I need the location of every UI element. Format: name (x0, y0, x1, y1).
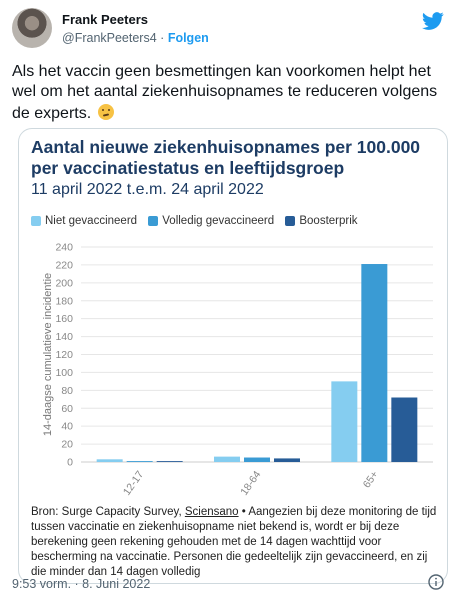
bar (97, 459, 123, 462)
source-prefix: Bron: Surge Capacity Survey, (31, 506, 185, 518)
tweet-body: Als het vaccin geen besmettingen kan voorkomen helpt het wel om het aantal ziekenhuisopnames te reduceren volgens de experts. (12, 63, 438, 122)
x-tick-label: 12-17 (120, 468, 147, 498)
tweet-text (12, 62, 444, 124)
bar (244, 458, 270, 462)
y-tick-label: 240 (55, 241, 73, 254)
avatar[interactable] (12, 8, 52, 48)
separator-dot: · (160, 31, 165, 45)
y-axis-label: 14-daagse cumulatieve incidentie (42, 272, 54, 437)
chart-subtitle: 11 april 2022 t.e.m. 24 april 2022 (31, 181, 264, 198)
legend-swatch (285, 216, 295, 226)
x-tick-label: 18-64 (238, 468, 264, 498)
author-handle[interactable]: @FrankPeeters4 (62, 31, 157, 45)
y-tick-label: 20 (61, 438, 73, 451)
chart-legend (31, 215, 366, 229)
y-tick-label: 60 (61, 402, 73, 415)
chart-image[interactable] (18, 128, 448, 584)
y-tick-label: 80 (61, 384, 73, 397)
source-text: • Aangezien bij deze monitoring de tijd tussen vaccinatie en ziekenhuisopname niet bekend is, wordt er bij deze berekening geen rekening gehouden met de 14 dagen wachttijd voor bescherming na vaccinatie. Personen die gedeeltelijk zijn gevaccineerd, en zij die minder dan 14 dagen volledig (31, 506, 437, 578)
legend-item-booster (285, 215, 357, 227)
legend-item-volledig (148, 215, 274, 227)
y-tick-label: 180 (55, 295, 73, 308)
y-tick-label: 120 (55, 349, 73, 361)
follow-button[interactable]: Folgen (167, 31, 209, 45)
y-tick-label: 40 (61, 420, 73, 433)
y-tick-label: 160 (55, 313, 73, 326)
bar-chart (19, 237, 448, 505)
legend-item-niet (31, 215, 137, 227)
x-tick-label: 65+ (360, 468, 381, 491)
legend-label: Volledig gevaccineerd (162, 215, 275, 227)
bar (127, 461, 153, 462)
bar (331, 381, 357, 462)
bar (214, 457, 240, 462)
y-tick-label: 140 (55, 331, 73, 344)
info-icon[interactable] (428, 574, 444, 590)
legend-label: Niet gevaccineerd (45, 215, 138, 227)
chart-title: Aantal nieuwe ziekenhuisopnames per 100.000 per vaccinatiestatus en leeftijdsgroep (31, 137, 421, 178)
thinking-face-icon (98, 104, 114, 120)
y-tick-label: 220 (55, 259, 73, 272)
y-tick-label: 100 (55, 366, 73, 379)
handle-row (62, 31, 209, 45)
bar (361, 264, 387, 462)
tweet-timestamp[interactable]: 9:53 vorm. · 8. Juni 2022 (12, 577, 151, 591)
legend-swatch (148, 216, 158, 226)
author-name[interactable]: Frank Peeters (62, 12, 148, 27)
legend-label: Boosterprik (299, 215, 358, 227)
bar (274, 458, 300, 462)
bar (391, 398, 417, 463)
y-tick-label: 0 (67, 456, 73, 469)
bar (157, 461, 183, 462)
legend-swatch (31, 216, 41, 226)
twitter-bird-icon[interactable] (422, 10, 444, 32)
y-tick-label: 200 (55, 277, 73, 290)
source-link[interactable]: Sciensano (184, 506, 239, 518)
tweet-header (12, 8, 448, 52)
chart-source-note (31, 505, 441, 580)
chart-plot (19, 237, 448, 505)
